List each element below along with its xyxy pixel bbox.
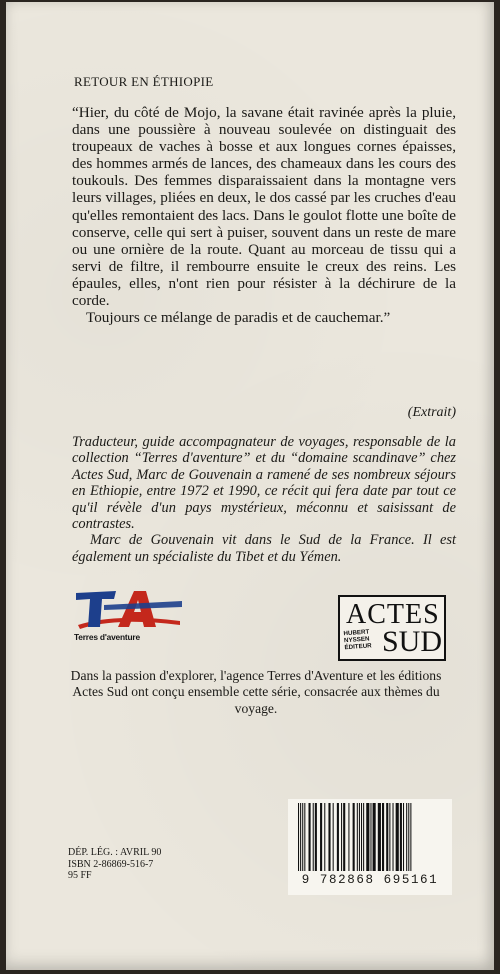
barcode-bar [363, 803, 364, 871]
barcode-bar [366, 803, 369, 871]
barcode-bar [396, 803, 399, 871]
barcode-bar [300, 803, 301, 871]
barcode-bar [373, 803, 376, 871]
barcode-bar [410, 803, 411, 871]
price: 95 FF [68, 870, 92, 882]
terres-daventure-logo [74, 587, 184, 647]
barcode-bars-icon [296, 803, 444, 873]
publisher-name: HUBERT NYSSEN ÉDITEUR [343, 628, 372, 652]
barcode-bar [359, 803, 360, 871]
actes-sud-logo [338, 595, 446, 661]
author-bio [72, 434, 456, 565]
barcode-bar [315, 803, 317, 871]
barcode-bar [341, 803, 342, 871]
book-excerpt [72, 104, 456, 326]
barcode-bar [361, 803, 362, 871]
excerpt-credit: (Extrait) [407, 405, 456, 420]
barcode-bar [353, 803, 355, 871]
terres-daventure-wordmark: Terres d'aventure [74, 632, 140, 642]
series-note: Dans la passion d'explorer, l'agence Terres d'Aventure et les éditions Actes Sud ont conçu ensemble cette série, consacrée aux thèmes du voyage. [70, 668, 442, 716]
barcode-bar [313, 803, 314, 871]
legal-info [68, 847, 161, 882]
bio-paragraph-2: Marc de Gouvenain vit dans le Sud de la France. Il est également un spécialiste du Tibet et du Yémen. [72, 532, 456, 565]
barcode-bar [406, 803, 407, 871]
barcode-bar [304, 803, 305, 871]
barcode-bar [370, 803, 371, 871]
section-title: RETOUR EN ÉTHIOPIE [74, 74, 214, 89]
barcode-bar [408, 803, 409, 871]
actes-word: ACTES [346, 599, 440, 630]
barcode-bar [400, 803, 402, 871]
barcode-bar [333, 803, 334, 871]
barcode-bar [302, 803, 303, 871]
barcode-bar [389, 803, 390, 871]
barcode-bar [324, 803, 325, 871]
book-back-cover [6, 2, 494, 970]
barcode-bar [298, 803, 299, 871]
barcode-bar [348, 803, 349, 871]
barcode-bar [403, 803, 404, 871]
excerpt-paragraph-2: Toujours ce mélange de paradis et de cauchemar.” [86, 309, 391, 327]
barcode-bar [343, 803, 345, 871]
sud-word: SUD [382, 625, 443, 658]
barcode-bar [382, 803, 384, 871]
barcode-bar [337, 803, 339, 871]
barcode-bar [393, 803, 394, 871]
barcode-bar [378, 803, 381, 871]
barcode-bar [309, 803, 311, 871]
barcode-bar [386, 803, 388, 871]
barcode-bar [320, 803, 322, 871]
terres-daventure-mark-icon [74, 587, 184, 633]
barcode-bar [328, 803, 330, 871]
barcode-bar [357, 803, 358, 871]
isbn: ISBN 2-86869-516-7 [68, 858, 154, 870]
barcode-number: 9 782868 695161 [301, 873, 439, 887]
legal-deposit: DÉP. LÉG. : AVRIL 90 [68, 847, 162, 858]
excerpt-paragraph-1: “Hier, du côté de Mojo, la savane était ravinée après la pluie, dans une poussière à nouveau soulevée on distinguait des troupeaux de vaches à bosse et aux longues cornes épaisses, des hommes armés de lances, des chameaux dans les cours des toukouls. Des femmes disparaissaient dans la montagne vers leurs villages, pliées en deux, le dos cassé par les cruches d'eau qu'elles remontaient des lacs. Dans le goulot flotte une boîte de conserve, celle qui sert à puiser, souvent dans un reste de mare ou une ornière de la route. Quant au morceau de tissu qui a servi de filtre, il rembourre ensuite le creux des reins. Les épaules, elles, n'ont rien pour résister à la déchirure de la corde. [72, 104, 456, 310]
barcode [288, 799, 452, 895]
bio-paragraph-1: Traducteur, guide accompagnateur de voyages, responsable de la collection “Terres d'aventure” et du “domaine scandinave” chez Actes Sud, Marc de Gouvenain a ramené de ses nombreux séjours en Ethiopie, entre 1972 et 1990, ce récit qui fera date par tout ce qu'il révèle d'un pays mystérieux, méconnu et saisissant de contrastes. [72, 434, 456, 533]
